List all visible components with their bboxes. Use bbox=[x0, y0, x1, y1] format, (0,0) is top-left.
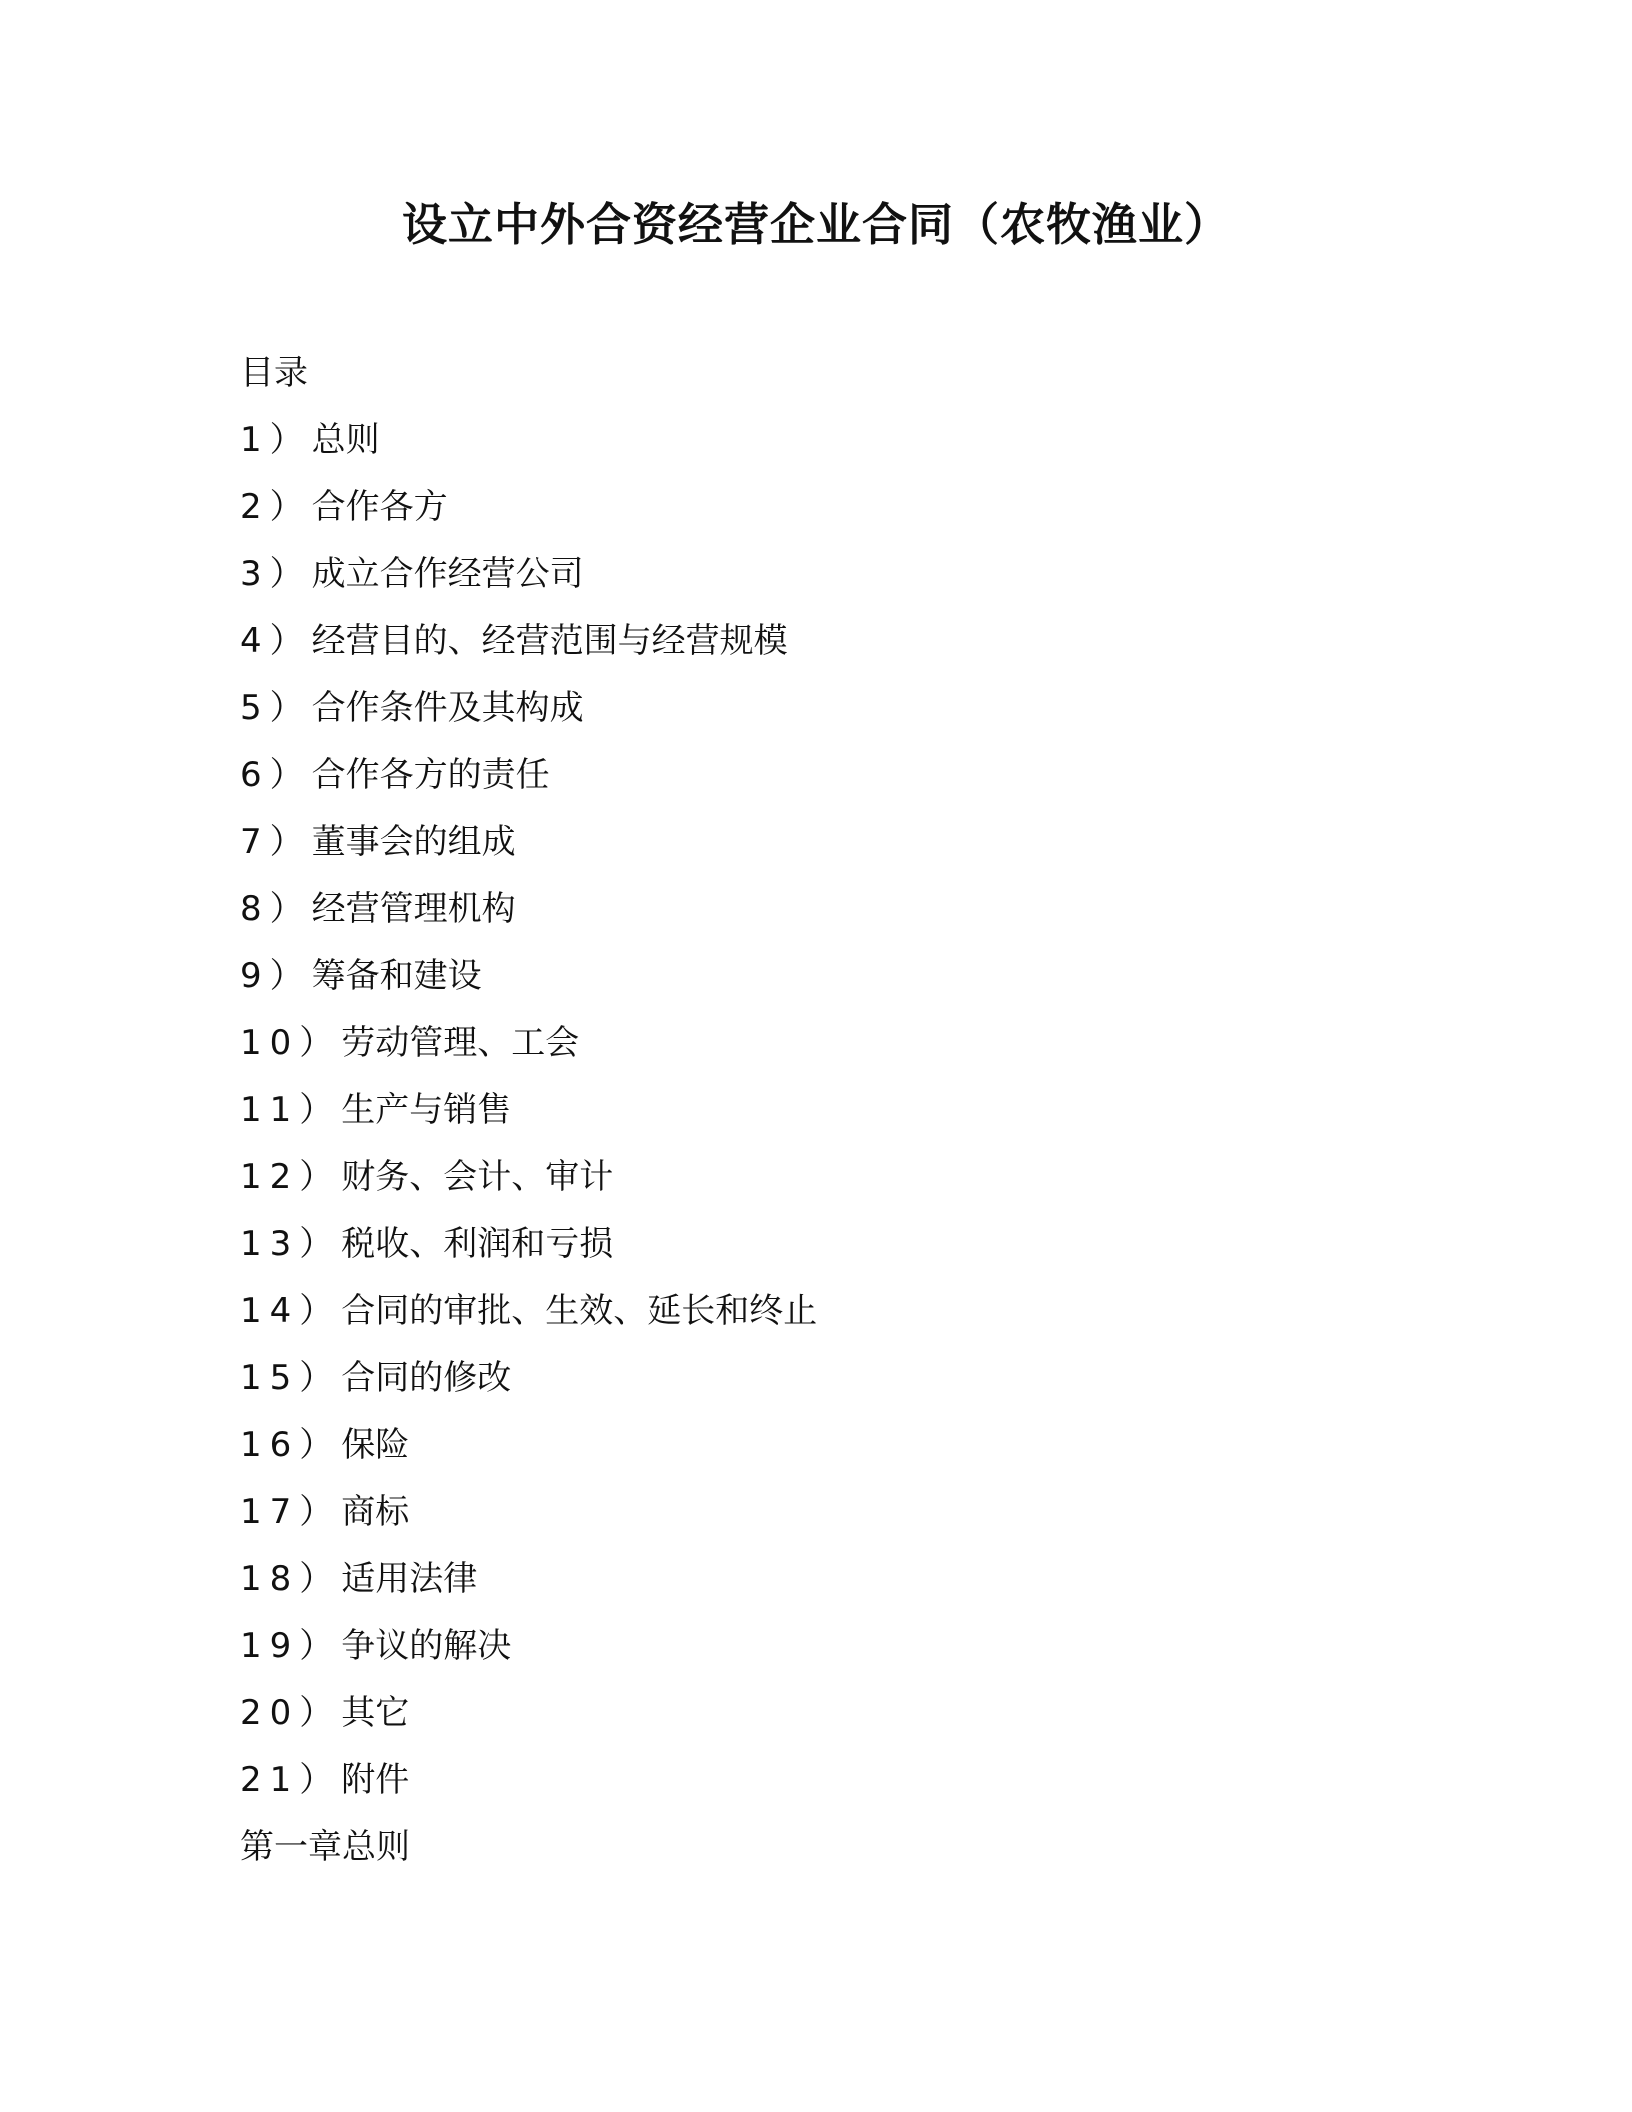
toc-item bbox=[240, 1144, 1390, 1211]
toc-item-text: 合作各方的责任 bbox=[311, 755, 550, 795]
toc-item-text: 合同的审批、生效、延长和终止 bbox=[341, 1291, 818, 1331]
toc-item bbox=[240, 876, 1390, 943]
toc-item-text: 保险 bbox=[341, 1425, 410, 1465]
toc-item-text: 其它 bbox=[341, 1693, 410, 1733]
toc-item-text: 总则 bbox=[311, 420, 380, 460]
toc-item-text: 合同的修改 bbox=[341, 1358, 512, 1398]
toc-item bbox=[240, 1211, 1390, 1278]
toc-item-number: 3） bbox=[240, 554, 312, 594]
toc-item-text: 适用法律 bbox=[341, 1559, 478, 1599]
toc-item bbox=[240, 1278, 1390, 1345]
toc-item-number: 12） bbox=[240, 1157, 342, 1197]
toc-item bbox=[240, 608, 1390, 675]
toc-item bbox=[240, 474, 1390, 541]
toc-heading: 目录 bbox=[240, 353, 308, 393]
toc-item-text: 成立合作经营公司 bbox=[311, 554, 584, 594]
toc-item bbox=[240, 1345, 1390, 1412]
toc-item-number: 4） bbox=[240, 621, 312, 661]
toc-item-number: 17） bbox=[240, 1492, 342, 1532]
toc-item bbox=[240, 742, 1390, 809]
toc-item-number: 6） bbox=[240, 755, 312, 795]
toc-item-number: 8） bbox=[240, 889, 312, 929]
toc-item bbox=[240, 1412, 1390, 1479]
toc-item-text: 附件 bbox=[341, 1760, 410, 1800]
toc-item bbox=[240, 1747, 1390, 1814]
toc-item-text: 争议的解决 bbox=[341, 1626, 512, 1666]
toc-item bbox=[240, 675, 1390, 742]
toc-item bbox=[240, 1680, 1390, 1747]
toc-item-number: 11） bbox=[240, 1090, 342, 1130]
toc-item bbox=[240, 1010, 1390, 1077]
toc-item-number: 1） bbox=[240, 420, 312, 460]
toc-item-text: 财务、会计、审计 bbox=[341, 1157, 614, 1197]
toc-item-text: 合作条件及其构成 bbox=[311, 688, 584, 728]
toc-item-number: 9） bbox=[240, 956, 312, 996]
toc-item-text: 经营管理机构 bbox=[311, 889, 516, 929]
toc-item-number: 20） bbox=[240, 1693, 342, 1733]
toc-item-number: 16） bbox=[240, 1425, 342, 1465]
toc-item-text: 合作各方 bbox=[311, 487, 448, 527]
table-of-contents bbox=[240, 340, 1390, 1881]
toc-item bbox=[240, 541, 1390, 608]
chapter-heading: 第一章总则 bbox=[240, 1827, 410, 1867]
toc-item bbox=[240, 1077, 1390, 1144]
toc-item-number: 5） bbox=[240, 688, 312, 728]
toc-item-number: 21） bbox=[240, 1760, 342, 1800]
toc-item-text: 董事会的组成 bbox=[311, 822, 516, 862]
toc-item-number: 14） bbox=[240, 1291, 342, 1331]
toc-item-text: 筹备和建设 bbox=[311, 956, 482, 996]
toc-item-text: 商标 bbox=[341, 1492, 410, 1532]
document-title: 设立中外合资经营企业合同（农牧渔业） bbox=[401, 198, 1230, 251]
toc-item-text: 生产与销售 bbox=[341, 1090, 512, 1130]
toc-item bbox=[240, 943, 1390, 1010]
toc-item bbox=[240, 1479, 1390, 1546]
toc-item bbox=[240, 1613, 1390, 1680]
toc-item-number: 15） bbox=[240, 1358, 342, 1398]
toc-item-text: 劳动管理、工会 bbox=[341, 1023, 580, 1063]
toc-list bbox=[240, 407, 1390, 1814]
toc-item-number: 10） bbox=[240, 1023, 342, 1063]
toc-item-number: 7） bbox=[240, 822, 312, 862]
toc-item bbox=[240, 809, 1390, 876]
toc-item-text: 经营目的、经营范围与经营规模 bbox=[311, 621, 788, 661]
toc-item-number: 2） bbox=[240, 487, 312, 527]
toc-item-number: 18） bbox=[240, 1559, 342, 1599]
toc-item bbox=[240, 407, 1390, 474]
toc-item-number: 13） bbox=[240, 1224, 342, 1264]
toc-item bbox=[240, 1546, 1390, 1613]
toc-item-number: 19） bbox=[240, 1626, 342, 1666]
toc-item-text: 税收、利润和亏损 bbox=[341, 1224, 614, 1264]
